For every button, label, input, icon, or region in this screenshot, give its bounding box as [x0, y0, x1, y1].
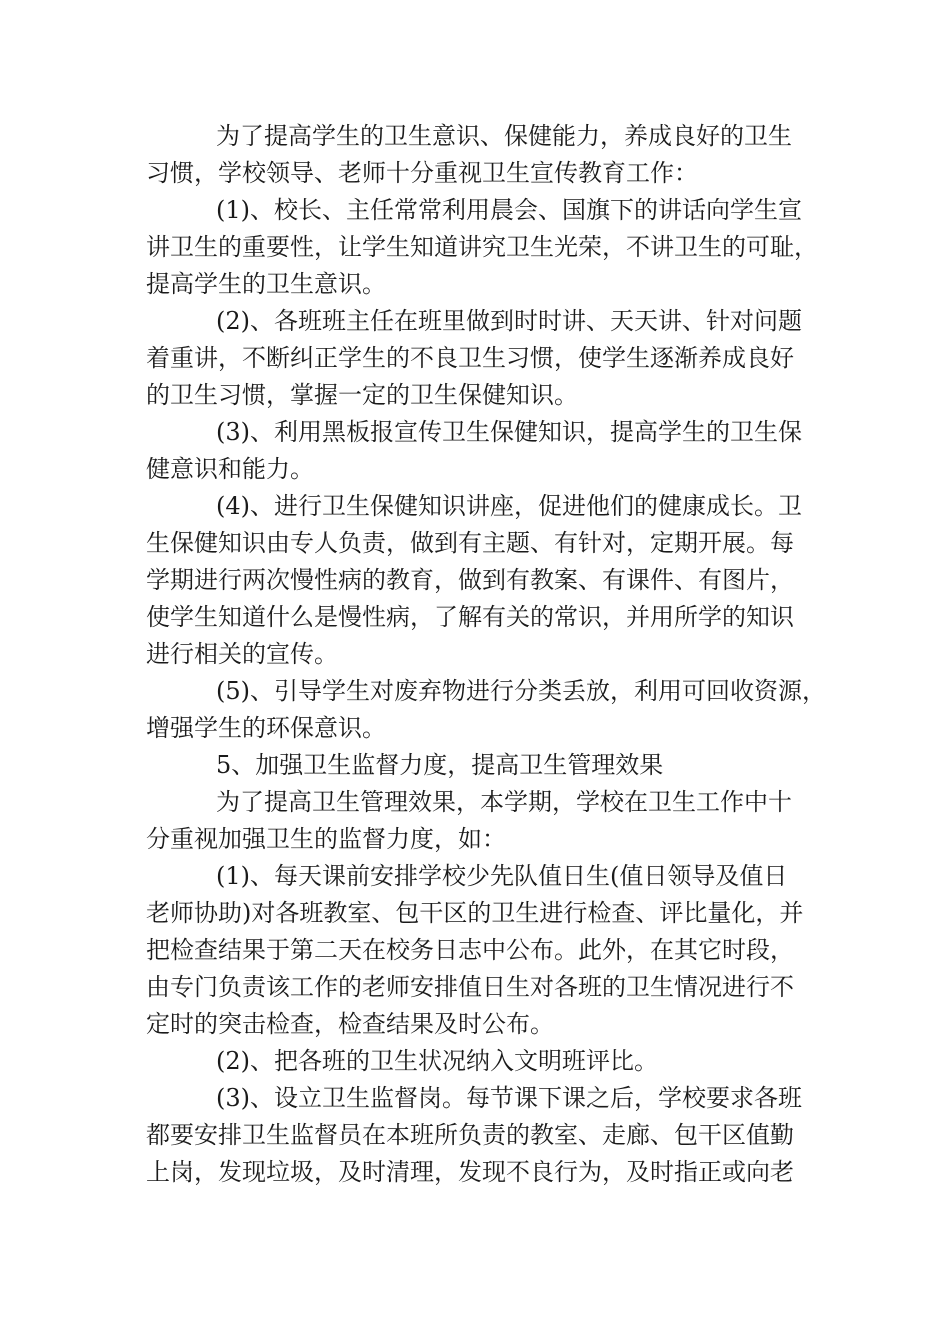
text-line: 定时的突击检查，检查结果及时公布。 — [146, 1010, 554, 1038]
text-line: 进行相关的宣传。 — [146, 640, 338, 668]
text-line: 健意识和能力。 — [146, 455, 314, 483]
text-line: 讲卫生的重要性，让学生知道讲究卫生光荣，不讲卫生的可耻， — [146, 233, 818, 261]
text-line: 提高学生的卫生意识。 — [146, 270, 386, 298]
text-line: 生保健知识由专人负责，做到有主题、有针对，定期开展。每 — [146, 529, 794, 557]
text-line: 都要安排卫生监督员在本班所负责的教室、走廊、包干区值勤 — [146, 1121, 794, 1149]
document-body — [146, 118, 826, 1191]
text-line: 老师协助)对各班教室、包干区的卫生进行检查、评比量化，并 — [146, 899, 804, 927]
text-line: (1)、每天课前安排学校少先队值日生(值日领导及值日 — [216, 862, 788, 890]
text-line: 习惯，学校领导、老师十分重视卫生宣传教育工作： — [146, 159, 698, 187]
text-line: 上岗，发现垃圾，及时清理，发现不良行为，及时指正或向老 — [146, 1158, 794, 1186]
text-line: 学期进行两次慢性病的教育，做到有教案、有课件、有图片， — [146, 566, 794, 594]
text-line: (1)、校长、主任常常利用晨会、国旗下的讲话向学生宣 — [216, 196, 802, 224]
text-line: 把检查结果于第二天在校务日志中公布。此外，在其它时段， — [146, 936, 794, 964]
text-line: (5)、引导学生对废弃物进行分类丢放，利用可回收资源， — [216, 677, 826, 705]
text-line: 着重讲，不断纠正学生的不良卫生习惯，使学生逐渐养成良好 — [146, 344, 794, 372]
text-line: 为了提高学生的卫生意识、保健能力，养成良好的卫生 — [216, 122, 792, 150]
text-line: (4)、进行卫生保健知识讲座，促进他们的健康成长。卫 — [216, 492, 802, 520]
text-line: 5、加强卫生监督力度，提高卫生管理效果 — [216, 751, 664, 779]
text-line: 分重视加强卫生的监督力度，如： — [146, 825, 506, 853]
text-line: (3)、利用黑板报宣传卫生保健知识，提高学生的卫生保 — [216, 418, 802, 446]
text-line: 增强学生的环保意识。 — [146, 714, 386, 742]
text-line: (2)、把各班的卫生状况纳入文明班评比。 — [216, 1047, 658, 1075]
text-line: (3)、设立卫生监督岗。每节课下课之后，学校要求各班 — [216, 1084, 802, 1112]
text-line: 的卫生习惯，掌握一定的卫生保健知识。 — [146, 381, 578, 409]
text-line: 由专门负责该工作的老师安排值日生对各班的卫生情况进行不 — [146, 973, 794, 1001]
text-line: (2)、各班班主任在班里做到时时讲、天天讲、针对问题 — [216, 307, 802, 335]
text-line: 使学生知道什么是慢性病，了解有关的常识，并用所学的知识 — [146, 603, 794, 631]
text-line: 为了提高卫生管理效果，本学期，学校在卫生工作中十 — [216, 788, 792, 816]
